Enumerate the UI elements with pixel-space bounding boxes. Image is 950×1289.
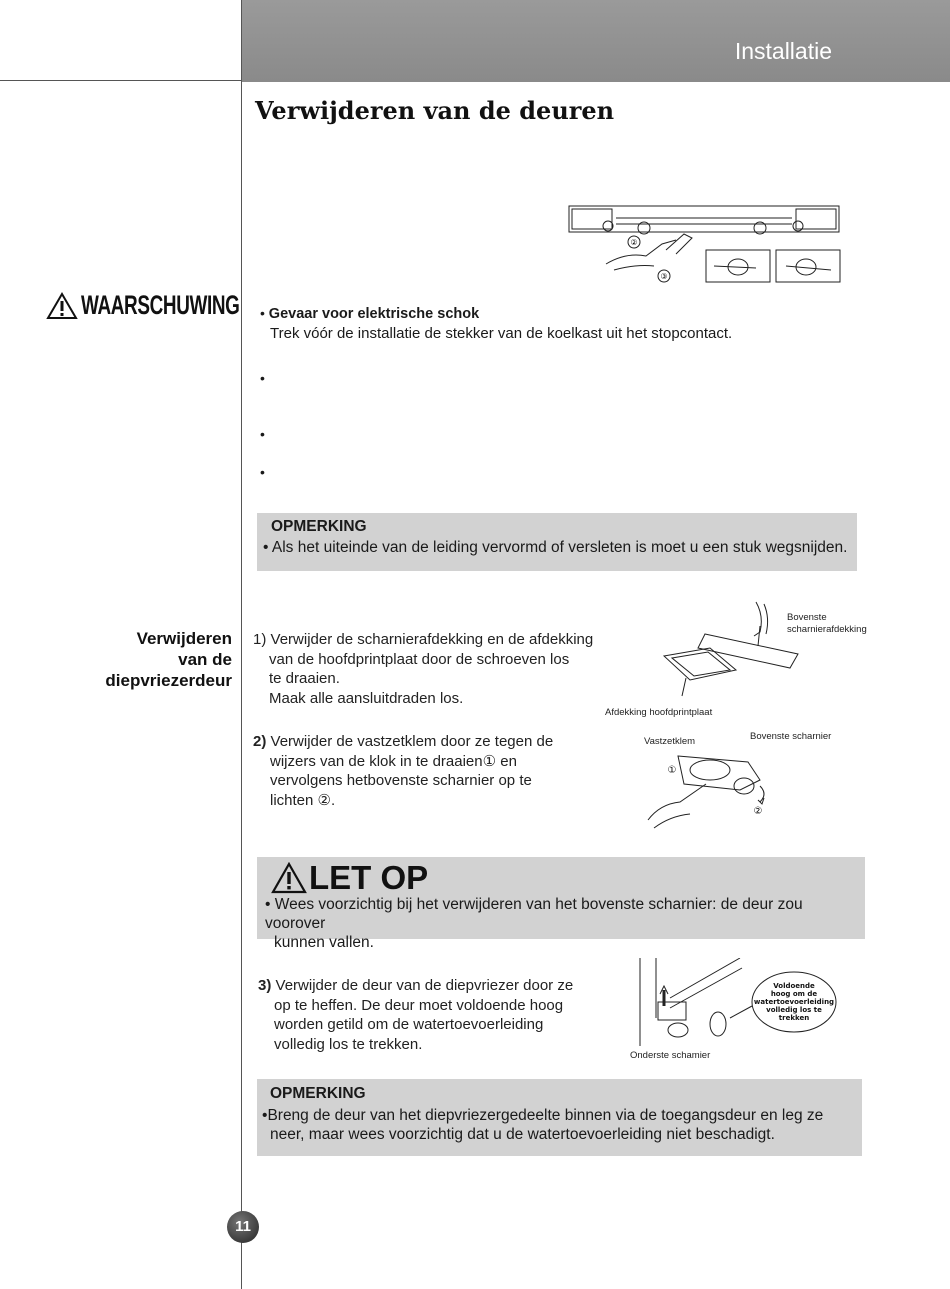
note-box-1: [257, 513, 857, 571]
page-number: 11: [227, 1211, 259, 1243]
warning-triangle-icon: [46, 292, 78, 320]
warning-item-2: •: [260, 370, 265, 386]
circle-three: ③: [660, 272, 668, 281]
hinge-clamp-illustration: [640, 740, 780, 830]
caution-text: • Wees voorzichtig bij het verwijderen van het bovenste scharnier: de deur zou voorover kunnen vallen.: [265, 896, 803, 951]
page-divider-vertical: [241, 0, 242, 1289]
note-title: OPMERKING: [271, 518, 367, 535]
page-title: Verwijderen van de deuren: [255, 96, 615, 125]
bubble-line-3: watertoevoerleiding: [753, 998, 835, 1006]
note-text: • Als het uiteinde van de leiding vervormd of versleten is moet u een stuk wegsnijden.: [263, 539, 848, 556]
fig3-caption: Onderste schamier: [630, 1050, 711, 1061]
note-title-2: OPMERKING: [270, 1085, 366, 1102]
fig1-caption-bottom: Afdekking hoofdprintplaat: [605, 707, 713, 718]
header-bar: [242, 0, 950, 82]
warning-item-4: •: [260, 464, 265, 480]
bubble-line-4: volledig los te: [766, 1006, 822, 1014]
warning-item-1: • Gevaar voor elektrische schok: [260, 305, 480, 322]
caution-triangle-icon: [271, 862, 307, 894]
step-1: 1) Verwijder de scharnierafdekking en de afdekking van de hoofdprintplaat door de schroeven los te draaien. Maak alle aansluitdraden los.: [253, 631, 594, 707]
warning-item-text: Trek vóór de installatie de stekker van de koelkast uit het stopcontact.: [270, 325, 733, 342]
warning-item-heading: Gevaar voor elektrische schok: [268, 306, 480, 322]
section-heading: Verwijderen van de diepvriezerdeur: [105, 629, 232, 690]
header-title: Installatie: [734, 38, 832, 64]
fig2-caption-right: Bovenste scharnier: [750, 731, 832, 742]
caution-label: LET OP: [271, 859, 428, 897]
circle-two-fig2: ②: [753, 806, 763, 817]
caution-box: [257, 857, 865, 951]
page-divider-horizontal: [0, 80, 241, 81]
note-box-2: [257, 1079, 862, 1156]
lower-hinge-illustration: [630, 958, 840, 1050]
warning-text: WAARSCHUWING: [81, 290, 240, 320]
bubble-line-5: trekken: [778, 1014, 810, 1022]
warning-item-3: •: [260, 426, 265, 442]
fig1-caption-top: Bovenste scharnierafdekking: [787, 612, 867, 635]
circle-two: ②: [630, 238, 638, 247]
step-3: 3) Verwijder de deur van de diepvriezer door ze op te heffen. De deur moet voldoende hoog worden getild om de watertoevoerleiding volledig los te trekken.: [258, 977, 574, 1053]
fig2-caption-left: Vastzetklem: [644, 736, 696, 747]
hinge-cover-illustration: [660, 596, 800, 706]
bubble-line-2: hoog om de: [770, 990, 818, 998]
circle-one: ①: [667, 765, 677, 776]
note-text-2: •Breng de deur van het diepvriezergedeelte binnen via de toegangsdeur en leg ze neer, maar wees voorzichtig dat u de watertoevoerleiding niet beschadigt.: [262, 1107, 824, 1143]
bubble-line-1: Voldoende: [773, 982, 815, 990]
step-2: 2) Verwijder de vastzetklem door ze tegen de wijzers van de klok in te draaien① en vervolgens hetbovenste scharnier op te lichten ②.: [253, 733, 554, 809]
door-removal-illustration: [566, 204, 842, 286]
